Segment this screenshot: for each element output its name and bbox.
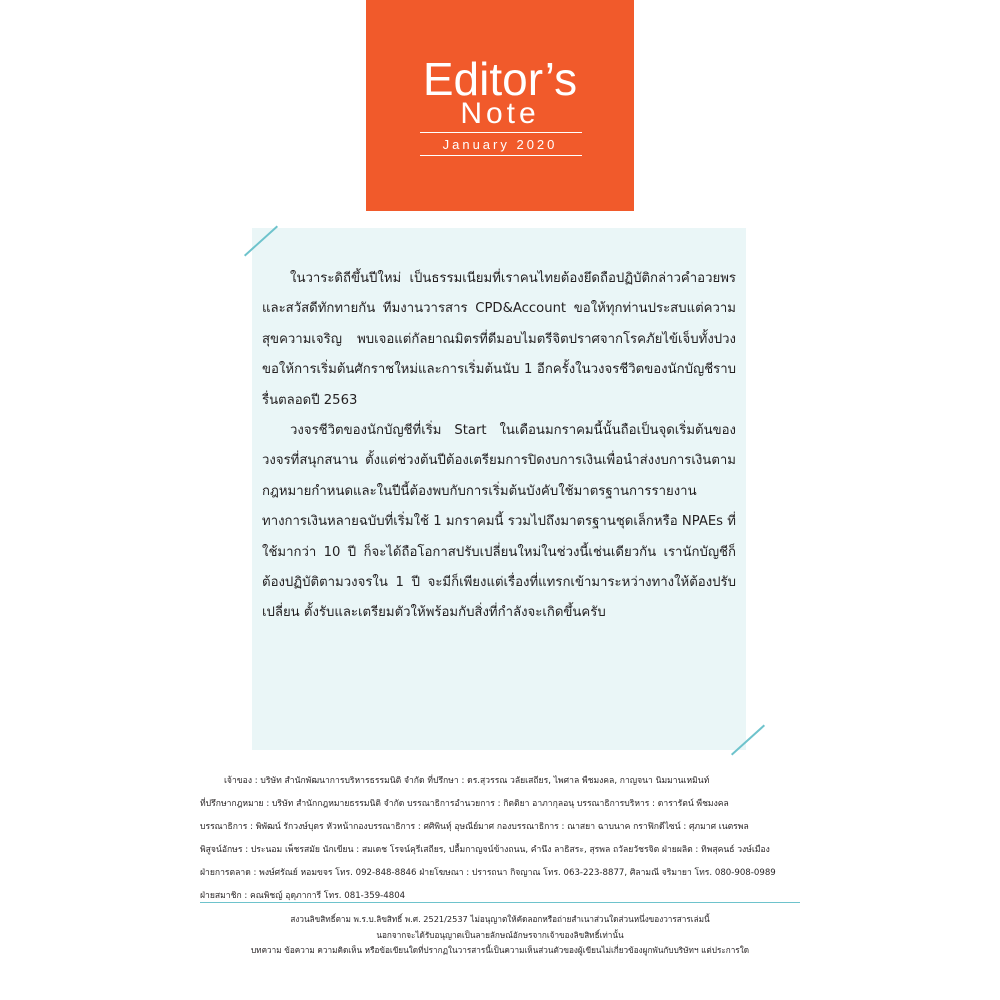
copyright-line-1: สงวนลิขสิทธิ์ตาม พ.ร.บ.ลิขสิทธิ์ พ.ศ. 2521/2537 ไม่อนุญาตให้คัดลอกหรือถ่ายสำเนาส่วนใดส่วนหนึ่งของวารสารเล่มนี้ [290, 914, 710, 924]
header-rule-top [420, 132, 582, 133]
credits-line-writers: พิสูจน์อักษร : ประนอม เพ็ชรสมัย นักเขียน : สมเดช โรจน์คุรีเสถียร, ปลื้มกาญจน์ข้างถนน, คำนึง ลาธิสระ, สุรพล ถวัลยวัชรจิต ฝ่ายผลิต : ทิพสุคนธ์ วงษ์เมือง [200, 845, 770, 855]
header-title: Editor’s [422, 53, 578, 105]
credits-line-legal: ที่ปรึกษากฎหมาย : บริษัท สำนักกฎหมายธรรมนิติ จำกัด บรรณาธิการอำนวยการ : กิตติยา อาภากุลอนุ บรรณาธิการบริหาร : ดารารัตน์ พืชมงคล [200, 799, 729, 809]
header-rule-bottom [420, 155, 582, 156]
credits-line-owner: เจ้าของ : บริษัท สำนักพัฒนาการบริหารธรรมนิติ จำกัด ที่ปรึกษา : ดร.สุวรรณ วลัยเสถียร, ไพศาล พืชมงคล, กาญจนา นิมมานเหมินท์ [224, 776, 710, 786]
credits-line-editors: บรรณาธิการ : พิพัฒน์ รักวงษ์บุตร หัวหน้ากองบรรณาธิการ : ศศิพินทุ์ อุษณีย์มาศ กองบรรณาธิการ : ณาสยา ฉาบนาค กราฟิกดีไซน์ : ศุภมาศ เนตรพล [200, 822, 749, 832]
copyright-line-2: นอกจากจะได้รับอนุญาตเป็นลายลักษณ์อักษรจากเจ้าของลิขสิทธิ์เท่านั้น [376, 929, 624, 940]
editorial-paragraph-2: วงจรชีวิตของนักบัญชีที่เริ่ม Start ในเดือนมกราคมนี้นั้นถือเป็นจุดเริ่มต้นของวงจรที่สนุกสนาน ตั้งแต่ช่วงต้นปีต้องเตรียมการปิดงบการเงินเพื่อนำส่งงบการเงินตามกฎหมายกำหนดและในปีนี้ต้องพบกับการเริ่มต้นบังคับใช้มาตรฐานการรายงานทางการเงินหลายฉบับที่เริ่มใช้ 1 มกราคมนี้ รวมไปถึงมาตรฐานชุดเล็กหรือ NPAEs ที่ใช้มากว่า 10 ปี ก็จะได้ถือโอกาสปรับเปลี่ยนใหม่ในช่วงนี้เช่นเดียวกัน เรานักบัญชีก็ต้องปฏิบัติตามวงจรใน 1 ปี จะมีก็เพียงแต่เรื่องที่แทรกเข้ามาระหว่างทางให้ต้องปรับเปลี่ยน ตั้งรับและเตรียมตัวให้พร้อมกับสิ่งที่กำลังจะเกิดขึ้นครับ [262, 423, 736, 621]
editorial-body [262, 264, 736, 629]
editors-note-header [366, 0, 634, 211]
header-subtitle: Note [460, 97, 540, 130]
copyright-notice [200, 912, 800, 959]
editorial-paragraph-1: ในวาระดิถีขึ้นปีใหม่ เป็นธรรมเนียมที่เราคนไทยต้องยึดถือปฏิบัติกล่าวคำอวยพรและสวัสดีทักทายกัน ทีมงานวารสาร CPD&Account ขอให้ทุกท่านประสบแต่ความสุขความเจริญ พบเจอแต่กัลยาณมิตรที่ดีมอบไมตรีจิตปราศจากโรคภัยไข้เจ็บทั้งปวง ขอให้การเริ่มต้นศักราชใหม่และการเริ่มต้นนับ 1 อีกครั้งในวงจรชีวิตของนักบัญชีราบรื่นตลอดปี 2563 [262, 271, 736, 408]
copyright-line-3: บทความ ข้อความ ความคิดเห็น หรือข้อเขียนใดที่ปรากฏในวารสารนี้เป็นความเห็นส่วนตัวของผู้เขียนไม่เกี่ยวข้องผูกพันกับบริษัทฯ แต่ประการใด [250, 945, 750, 955]
credits-line-membership: ฝ่ายสมาชิก : คณพิชญ์ อุดุภาการี โทร. 081-359-4804 [200, 891, 406, 901]
credits-line-marketing: ฝ่ายการตลาด : พงษ์ศรัณย์ หอมขจร โทร. 092-848-8846 ฝ่ายโฆษณา : ปรารถนา กิจญาณ โทร. 063-223-8877, ศิลามณี จริมายา โทร. 080-908-0989 [200, 868, 776, 878]
header-date: January 2020 [442, 137, 558, 152]
footer-divider [200, 902, 800, 903]
masthead-credits [200, 770, 800, 908]
